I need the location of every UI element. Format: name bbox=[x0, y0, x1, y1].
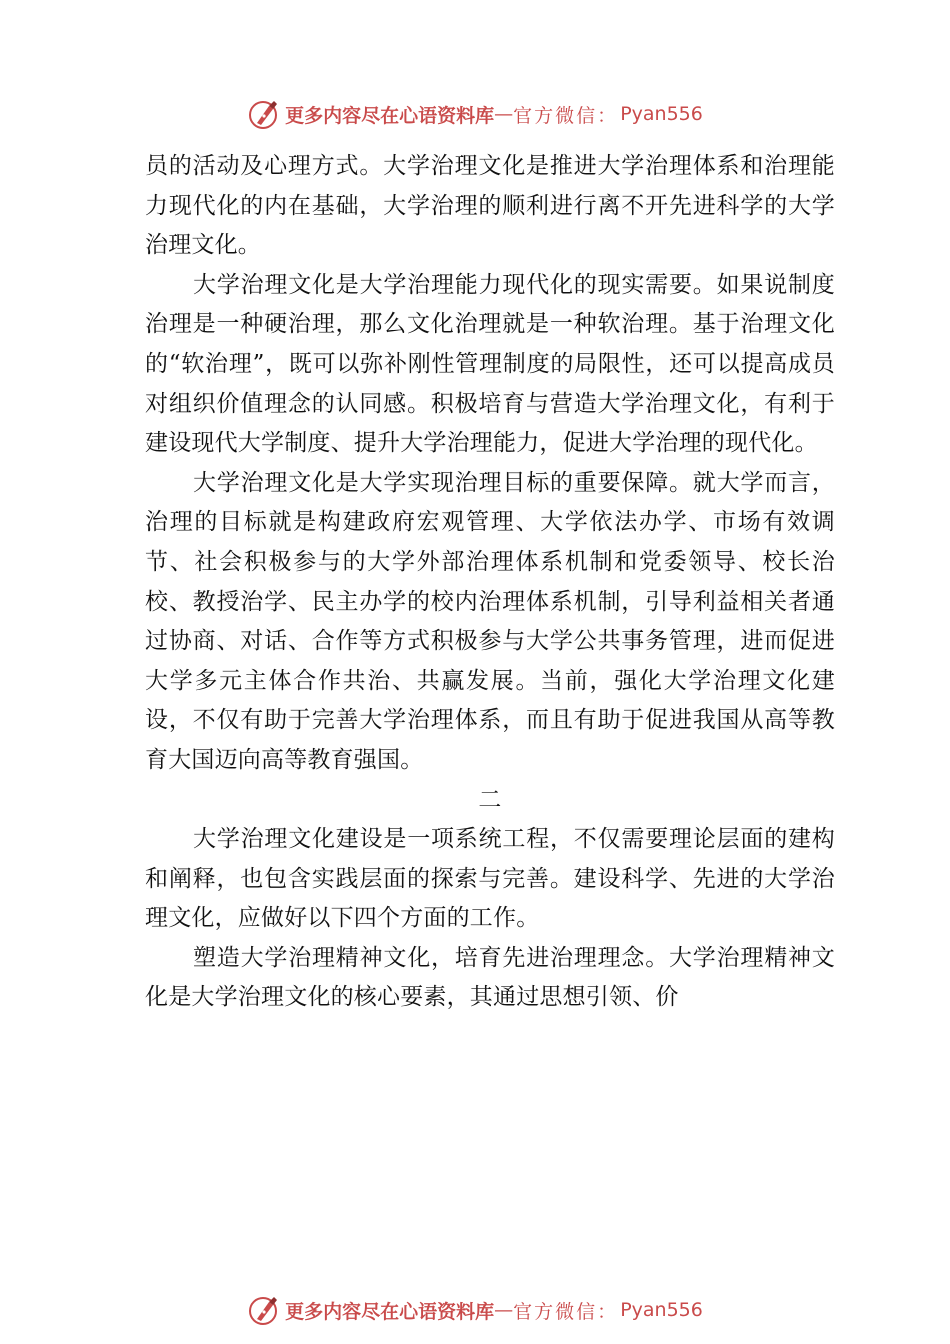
paragraph-2: 大学治理文化是大学治理能力现代化的现实需要。如果说制度治理是一种硬治理，那么文化治理就是一种软治理。基于治理文化的“软治理”，既可以弥补刚性管理制度的局限性，还可以提高成员对组织价值理念的认同感。积极培育与营造大学治理文化，有利于建设现代大学制度、提升大学治理能力，促进大学治理的现代化。 bbox=[145, 271, 835, 457]
paragraph-1: 员的活动及心理方式。大学治理文化是推进大学治理体系和治理能力现代化的内在基础，大学治理的顺利进行离不开先进科学的大学治理文化。 bbox=[145, 153, 835, 259]
footer-brand-text: 更多内容尽在心语资料库 bbox=[285, 1300, 495, 1323]
section-heading-two: 二 bbox=[478, 786, 502, 813]
footer-banner bbox=[0, 1290, 950, 1330]
document-body bbox=[145, 147, 835, 1018]
pen-nib-circle-icon bbox=[247, 1293, 281, 1327]
header-brand-text: 更多内容尽在心语资料库 bbox=[285, 104, 495, 127]
paragraph-5: 塑造大学治理精神文化，培育先进治理理念。大学治理精神文化是大学治理文化的核心要素，其通过思想引领、价 bbox=[145, 944, 835, 1011]
header-wechat-id: Pyan556 bbox=[620, 103, 703, 125]
header-separator: — bbox=[494, 103, 514, 125]
header-wechat-label: 官方微信： bbox=[513, 104, 619, 127]
footer-wechat-label: 官方微信： bbox=[513, 1300, 619, 1323]
footer-separator: — bbox=[494, 1299, 514, 1321]
paragraph-3: 大学治理文化是大学实现治理目标的重要保障。就大学而言，治理的目标就是构建政府宏观管理、大学依法办学、市场有效调节、社会积极参与的大学外部治理体系机制和党委领导、校长治校、教授治学、民主办学的校内治理体系机制，引导利益相关者通过协商、对话、合作等方式积极参与大学公共事务管理，进而促进大学多元主体合作共治、共赢发展。当前，强化大学治理文化建设，不仅有助于完善大学治理体系，而且有助于促进我国从高等教育大国迈向高等教育强国。 bbox=[145, 469, 835, 773]
paragraph-4: 大学治理文化建设是一项系统工程，不仅需要理论层面的建构和阐释，也包含实践层面的探索与完善。建设科学、先进的大学治理文化，应做好以下四个方面的工作。 bbox=[145, 826, 835, 932]
footer-wechat-id: Pyan556 bbox=[620, 1299, 703, 1321]
pen-nib-circle-icon bbox=[247, 97, 281, 131]
header-banner bbox=[0, 94, 950, 134]
